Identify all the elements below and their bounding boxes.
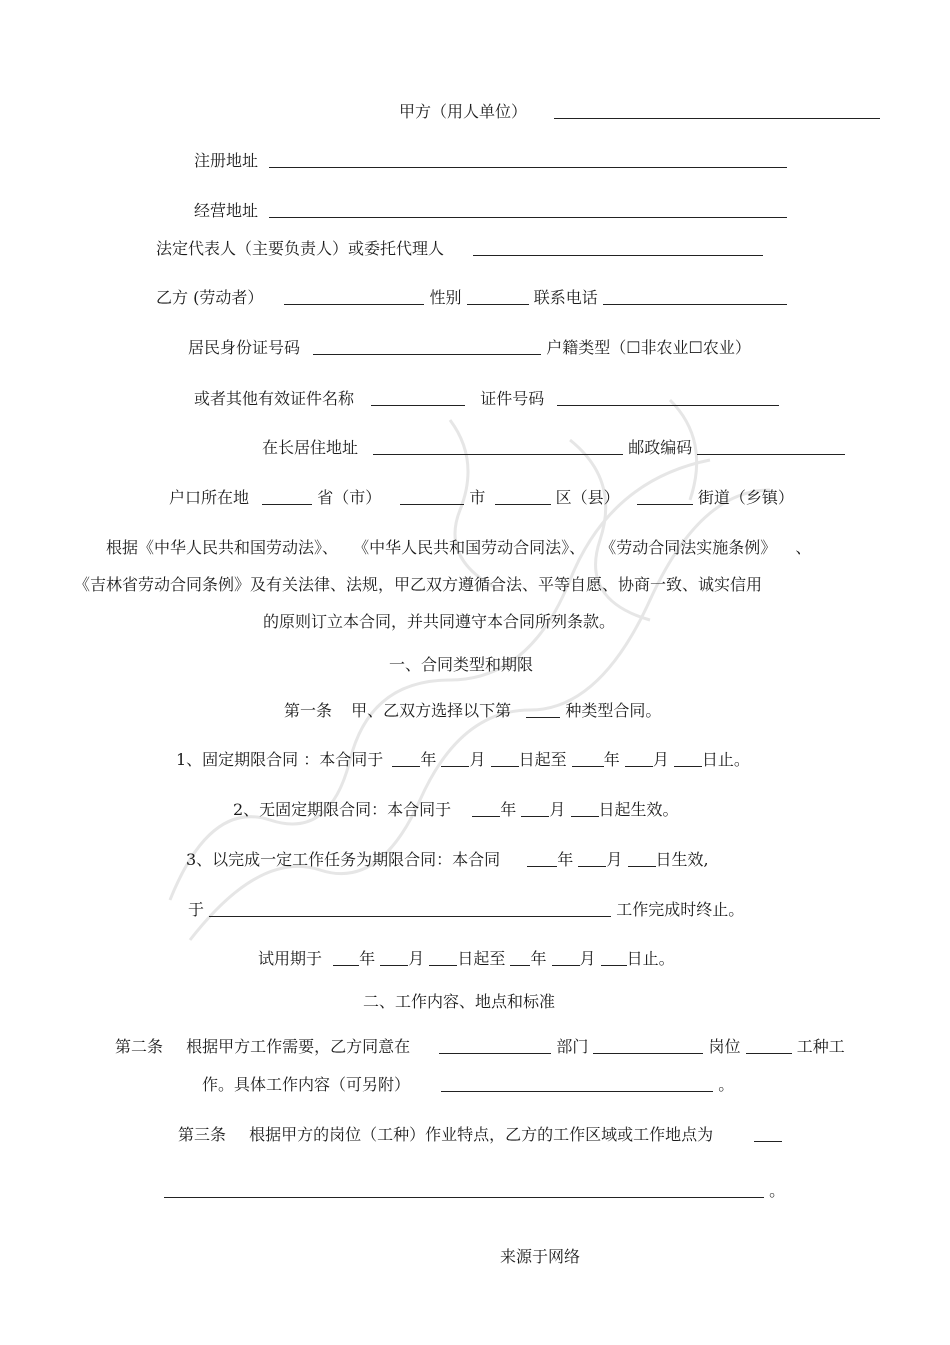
task-description-field[interactable] [209,900,611,917]
business-address-field[interactable] [269,201,787,218]
probation-start-year[interactable] [333,949,359,966]
fixed-end-day[interactable] [674,750,702,767]
probation-start-day[interactable] [429,949,457,966]
article-3-line-1: 第三条 根据甲方的岗位（工种）作业特点，乙方的工作区域或工作地点为 [178,1125,782,1145]
registered-address-field[interactable] [269,151,787,168]
gender-field[interactable] [467,288,529,305]
business-address-row: 经营地址 [194,201,787,221]
source-note: 来源于网络 [500,1247,581,1266]
preamble-line-2: 《吉林省劳动合同条例》及有关法律、法规，甲乙双方遵循合法、平等自愿、协商一致、诚实信用 [74,575,763,594]
open-start-month[interactable] [521,800,549,817]
employer-field[interactable] [554,102,880,119]
fixed-end-year[interactable] [572,750,604,767]
section-1-title: 一、合同类型和期限 [389,655,534,674]
work-content-field[interactable] [441,1075,713,1092]
preamble-line-3: 的原则订立本合同，并共同遵守本合同所列条款。 [263,612,616,631]
residence-row: 在长居住地址 邮政编码 [262,438,845,458]
probation-end-year[interactable] [510,949,530,966]
probation-end-day[interactable] [601,949,627,966]
task-term-row: 3、以完成一定工作任务为期限合同：本合同 年 月 日生效, [186,850,709,869]
postal-code-field[interactable] [697,438,845,455]
department-field[interactable] [439,1037,551,1054]
district-field[interactable] [495,488,551,505]
task-start-month[interactable] [578,850,606,867]
fixed-start-year[interactable] [392,750,420,767]
id-number-field[interactable] [313,338,541,355]
phone-field[interactable] [603,288,787,305]
task-start-day[interactable] [628,850,656,867]
cert-number-field[interactable] [557,389,779,406]
work-location-field-start[interactable] [754,1125,782,1142]
hukou-type-options[interactable]: 户籍类型（☐非农业☐农业） [546,338,751,357]
registered-address-row: 注册地址 [194,151,787,171]
work-location-field[interactable] [164,1181,764,1198]
fixed-term-row: 1、固定期限合同 ：本合同于 年 月 日起至 年 月 日止。 [176,750,750,769]
watermark-decoration [150,380,790,980]
fixed-start-day[interactable] [491,750,519,767]
task-end-row: 于 工作完成时终止。 [188,900,745,919]
residence-field[interactable] [373,438,623,455]
fixed-start-month[interactable] [441,750,469,767]
employer-row: 甲方（用人单位） [399,102,880,122]
hukou-location-row: 户口所在地 省（市） 市 区（县） 街道（乡镇） [169,488,794,507]
article-2-line-2: 作。具体工作内容（可另附） 。 [202,1075,735,1094]
article-1: 第一条 甲、乙双方选择以下第 种类型合同。 [284,701,662,720]
other-id-row: 或者其他有效证件名称 证件号码 [194,389,779,409]
task-start-year[interactable] [527,850,557,867]
article-2-line-1: 第二条 根据甲方工作需要，乙方同意在 部门 岗位 工种工 [115,1037,845,1056]
legal-rep-row: 法定代表人（主要负责人）或委托代理人 [156,239,763,259]
article-3-line-2: 。 [164,1181,785,1201]
city-field[interactable] [400,488,464,505]
open-start-year[interactable] [472,800,500,817]
post-field[interactable] [593,1037,703,1054]
probation-start-month[interactable] [380,949,408,966]
other-id-name-field[interactable] [371,389,465,406]
legal-rep-field[interactable] [473,239,763,256]
province-field[interactable] [262,488,312,505]
job-type-field[interactable] [746,1037,792,1054]
open-start-day[interactable] [571,800,599,817]
worker-row: 乙方 (劳动者） 性别 联系电话 [156,288,787,308]
street-field[interactable] [637,488,693,505]
id-row: 居民身份证号码 户籍类型（☐非农业☐农业） [188,338,751,357]
worker-name-field[interactable] [284,288,424,305]
fixed-end-month[interactable] [625,750,653,767]
probation-end-month[interactable] [552,949,580,966]
preamble-line-1: 根据《中华人民共和国劳动法》、 《中华人民共和国劳动合同法》、 《劳动合同法实施条例》 、 [106,538,812,557]
section-2-title: 二、工作内容、地点和标准 [363,992,556,1011]
contract-type-field[interactable] [526,701,560,718]
open-term-row: 2、无固定期限合同：本合同于 年 月 日起生效。 [233,800,679,819]
probation-row: 试用期于 年 月 日起至 年 月 日止。 [258,949,675,968]
